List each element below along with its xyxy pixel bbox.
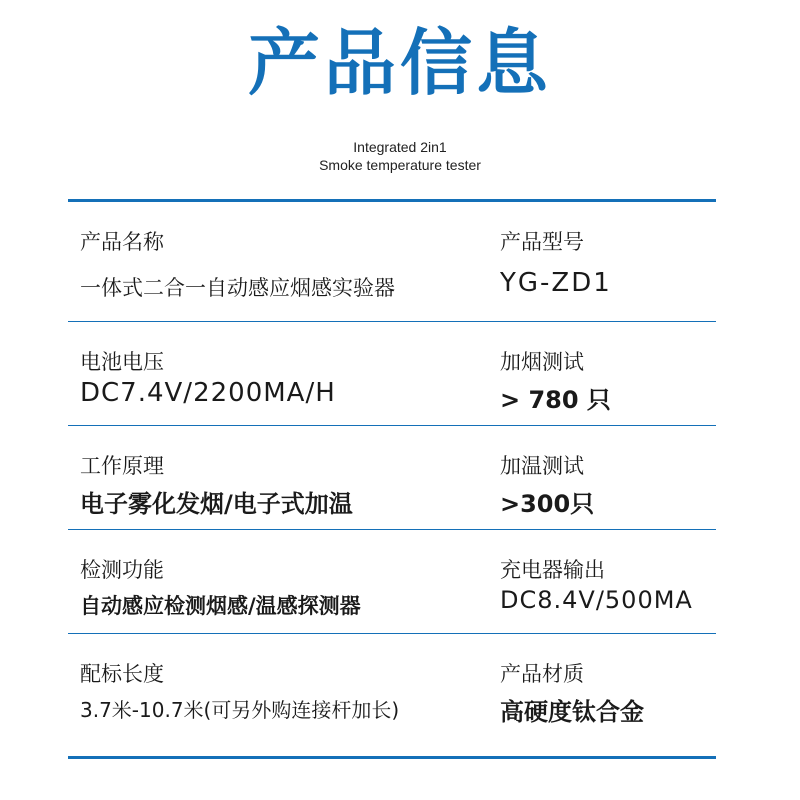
subtitle-line-1: Integrated 2in1 xyxy=(353,139,447,155)
page-subtitle xyxy=(0,138,800,174)
spec-value: 电子雾化发烟/电子式加温 xyxy=(80,490,353,518)
spec-value: YG-ZD1 xyxy=(500,268,612,298)
page-title: 产品信息 xyxy=(247,21,552,105)
spec-value: DC7.4V/2200MA/H xyxy=(80,378,336,408)
spec-label: 充电器输出 xyxy=(500,558,605,582)
spec-label: 电池电压 xyxy=(80,350,164,374)
spec-row-battery-smoke xyxy=(68,322,716,426)
spec-value: >300只 xyxy=(500,490,595,518)
spec-row-length-material xyxy=(68,634,716,738)
spec-label: 检测功能 xyxy=(80,558,164,582)
spec-row-detect-charger xyxy=(68,530,716,634)
spec-value: 3.7米-10.7米(可另外购连接杆加长) xyxy=(80,698,400,722)
spec-label: 产品型号 xyxy=(500,230,584,254)
spec-value: 高硬度钛合金 xyxy=(500,698,644,726)
spec-row-principle-heat xyxy=(68,426,716,530)
spec-label: 加烟测试 xyxy=(500,350,584,374)
spec-label: 产品材质 xyxy=(500,662,584,686)
spec-value: 自动感应检测烟感/温感探测器 xyxy=(80,594,361,618)
subtitle-line-2: Smoke temperature tester xyxy=(319,157,481,173)
spec-label: 加温测试 xyxy=(500,454,584,478)
spec-label: 工作原理 xyxy=(80,454,164,478)
spec-value: DC8.4V/500MA xyxy=(500,586,693,614)
spec-label: 产品名称 xyxy=(80,230,164,254)
spec-row-name-model xyxy=(68,202,716,322)
spec-label: 配标长度 xyxy=(80,662,164,686)
spec-value: 一体式二合一自动感应烟感实验器 xyxy=(80,276,395,300)
spec-value: > 780 只 xyxy=(500,386,611,414)
bottom-divider xyxy=(68,756,716,759)
